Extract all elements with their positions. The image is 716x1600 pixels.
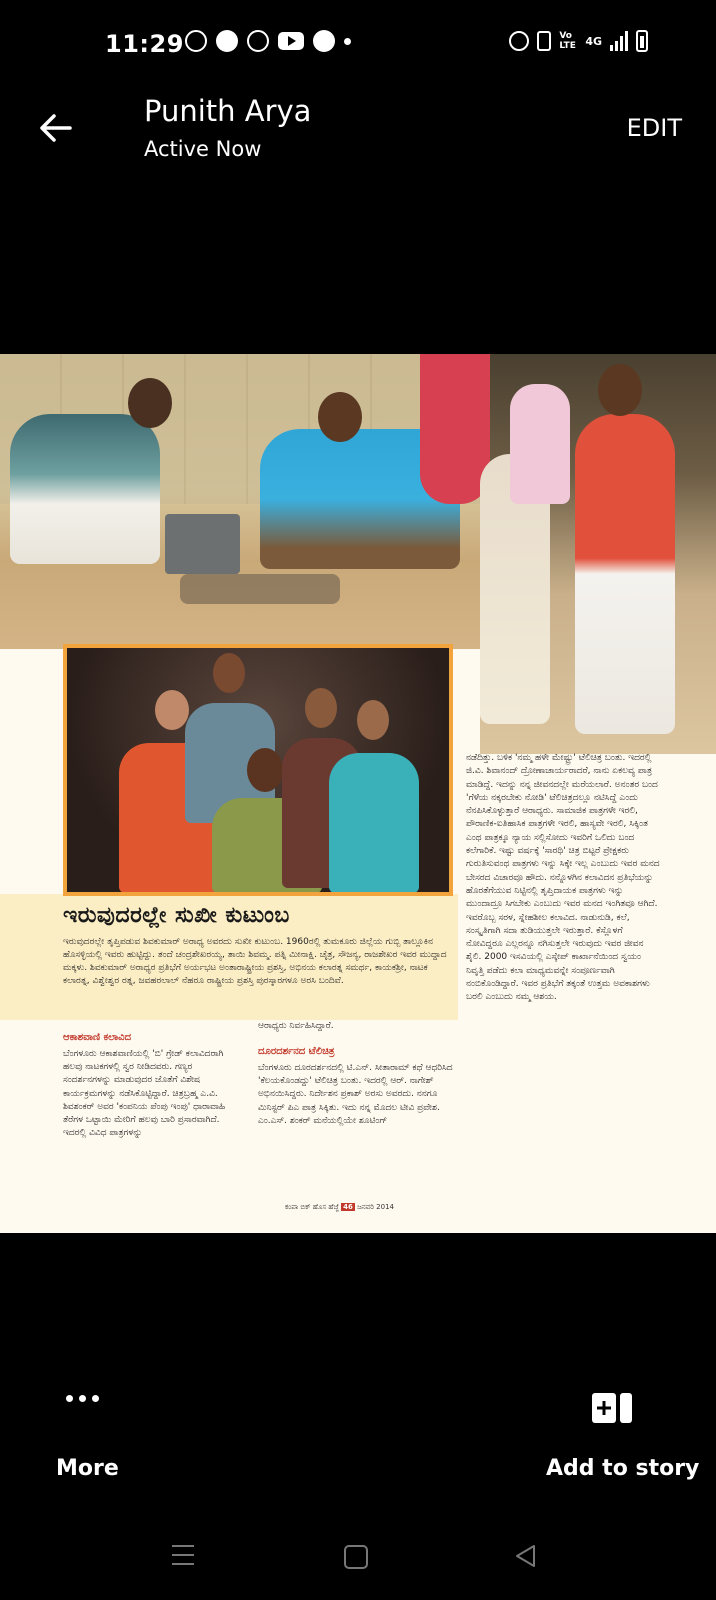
volte-label: Vo LTE: [559, 31, 576, 51]
more-icon[interactable]: [66, 1395, 99, 1402]
signal-icon: [610, 31, 628, 51]
family-photo: [63, 644, 453, 896]
phone-call-icon: [313, 30, 335, 52]
notification-icons: [185, 30, 351, 52]
whatsapp-icon: [185, 30, 207, 52]
recent-apps-icon[interactable]: [172, 1545, 194, 1565]
story-footer: [285, 1203, 394, 1212]
photo-figure: [10, 414, 160, 564]
contact-status: Active Now: [144, 137, 262, 161]
add-to-story-icon[interactable]: [591, 1392, 633, 1424]
section2-title: ದೂರದರ್ಶನದ ಟೆಲಿಚಿತ್ರ: [258, 1046, 335, 1057]
footer-mid: ಹೊಸ ಹೆಜ್ಜೆ: [312, 1203, 339, 1211]
vibrate-icon: [537, 31, 551, 51]
photo-figure-head: [305, 688, 337, 728]
right-photo: [480, 354, 716, 754]
photo-figure-head: [128, 378, 172, 428]
edit-button[interactable]: EDIT: [626, 114, 682, 142]
footer-left: ಕಂಪಾ ಬಿಕ್: [285, 1203, 311, 1211]
story-image: [0, 354, 716, 1233]
photo-figure: [575, 414, 675, 734]
more-notifications-dot-icon: [344, 38, 351, 45]
photo-figure-head: [357, 700, 389, 740]
story-headline: ಇರುವುದರಲ್ಲೇ ಸುಖೀ ಕುಟುಂಬ: [63, 903, 290, 928]
photo-figure-head: [247, 748, 283, 792]
footer-right: ಜನವರಿ 2014: [357, 1203, 394, 1211]
add-to-story-button[interactable]: Add to story: [546, 1456, 700, 1481]
section1-text: ಬೆಂಗಳೂರು ಆಕಾಶವಾಣಿಯಲ್ಲಿ 'ಬಿ' ಗ್ರೇಡ್ ಕಲಾವಿದರಾಗಿ ಹಲವು ನಾಟಕಗಳಲ್ಲಿ ಸ್ವರ ನೀಡಿದವರು. ಗಣ್ಯರ ಸಂದರ್ಶನಗಳನ್ನು ಮಾಡುವುದರ ಜೊತೆಗೆ ವಿಶೇಷ ಕಾರ್ಯಕ್ರಮಗಳನ್ನು ನಡೆಸಿಕೊಟ್ಟಿದ್ದಾರೆ. ಚಿತ್ರಬ್ರಹ್ಮ ಎ.ವಿ. ಶಿವಶಂಕರ್ ಅವರ 'ಕಂಪನಿಯ ಪೆಂಪು ಇಂಪು' ಧಾರಾವಾಹಿ ತೆರೆಗಳ ಒಟ್ಟಾಯಿ ಮೇರಿಗೆ ಹಲವು ಬಾರಿ ಪ್ರಸಾರವಾಗಿದೆ. ಇದರಲ್ಲಿ ವಿವಿಧ ಪಾತ್ರಗಳನ್ನು: [63, 1049, 226, 1139]
photo-box: [165, 514, 240, 574]
nav-back-icon[interactable]: [514, 1544, 536, 1568]
photo-figure-head: [318, 392, 362, 442]
section1-title: ಆಕಾಶವಾಣಿ ಕಲಾವಿದ: [63, 1032, 132, 1043]
contact-name: Punith Arya: [144, 94, 312, 128]
status-bar: [0, 0, 716, 90]
section1-end-text: ಆರಾಧ್ಯರು ನಿರ್ವಹಿಸಿದ್ದಾರೆ.: [258, 1021, 334, 1031]
story-right-column: ನಡೆದಿತ್ತು. ಬಳಿಕ 'ನಮ್ಮ ಹಳೇ ಮೇಷ್ಟ್ರು' ಟೆಲಿಚಿತ್ರ ಬಂತು. ಇದರಲ್ಲಿ ಜಿ.ವಿ. ಶಿವಾನಂದ್ ದ್ರೋಣಾಚಾರ್ಯರಾದರೆ, ನಾನು ಏಕಲವ್ಯ ಪಾತ್ರ ಮಾಡಿದ್ದೆ. ಇದನ್ನು ನನ್ನ ಜೀವನದಲ್ಲೇ ಮರೆಯಲಾರೆ. ಅನಂತರ ಬಂದ 'ಗೆಳೆಯ ನಕ್ಕರಬೇಕು ನೋಡಿ' ಟೆಲಿಚಿತ್ರದಲ್ಲೂ ನಟಿಸಿದ್ದೆ ಎಂದು ನೆನಪಿಸಿಕೊಳ್ಳುತ್ತಾರೆ ಆರಾಧ್ಯರು. ಸಾಮಾಜಿಕ ಪಾತ್ರಗಳೇ ಇರಲಿ, ಪೌರಾಣಿಕ-ಐತಿಹಾಸಿಕ ಪಾತ್ರಗಳೇ ಇರಲಿ, ಹಾಸ್ಯವೇ ಇರಲಿ, ಸಿಕ್ಕಿಂತ ಎಂಥ ಪಾತ್ರಕ್ಕೂ ನ್ಯಾಯ ಸಲ್ಲಿಸೋದು ಇವರಿಗೆ ಒಲಿದು ಬಂದ ಕಲೆಗಾರಿಕೆ. ಇಷ್ಟು ವರ್ಷಕ್ಕೆ 'ಸಾರಥಿ' ಚಿತ್ರ ಬಿಟ್ಟರೆ ಪ್ರೇಕ್ಷಕರು ಗುರುತಿಸುವಂಥ ಪಾತ್ರಗಳು ಇನ್ನು ಸಿಕ್ಕೇ ಇಲ್ಲ ಎಂಬುದು ಇವರ ಮನದ ಬೇಸರದ ವಿಚಾರವೂ ಹೌದು. ನನ್ನೊಳಗಿನ ಕಲಾವಿದನ ಪ್ರತಿಭೆಯನ್ನು ಹೊರತೆಗೆಯುವ ನಿಟ್ಟಿನಲ್ಲಿ ತೃಪ್ತಿದಾಯಕ ಪಾತ್ರಗಳು ಇನ್ನು ಮುಂದಾದ್ರೂ ಸಿಗಬೇಕು ಎಂಬುದು ಇವರ ಮನದ ಇಂಗಿತವೂ ಆಗಿದೆ. ಇವರೊಬ್ಬ ಸರಳ, ಸ್ನೇಹಶೀಲ ಕಲಾವಿದ. ನಾಡುನುಡಿ, ಕಲೆ, ಸಂಸ್ಕೃತಿಗಾಗಿ ಸದಾ ತುಡಿಯುತ್ತಲೇ ಇರುತ್ತಾರೆ. ಕೆಸ್ಲೊಳಗೆ ನೋವಿದ್ದರೂ ಎಲ್ಲರನ್ನೂ ನಗಿಸುತ್ತಲೇ ಇರುವುದು ಇವರ ಜೀವನ ಶೈಲಿ. 2000 ಇಸವಿಯಲ್ಲಿ ಎಸ್ಕೇಪ್ ಕಾರ್ಖಾನೆಯಿಂದ ಸ್ವಯಂ ನಿವೃತ್ತಿ ಪಡೆದು ಕಲಾ ಮಾಧ್ಯಮವನ್ನೇ ಸಂಪೂರ್ಣವಾಗಿ ನಂಬಿಕೊಂಡಿದ್ದಾರೆ. ಇವರ ಪ್ರತಿಭೆಗೆ ತಕ್ಕಂತೆ ಉತ್ತಮ ಅವಕಾಶಗಳು ಬರಲಿ ಎಂಬುದು ನಮ್ಮ ಆಶಯ.: [466, 753, 660, 1003]
system-icons: [509, 30, 648, 52]
back-arrow-icon[interactable]: [36, 108, 76, 148]
photo-figure: [329, 753, 419, 893]
photo-child: [510, 384, 570, 504]
home-icon[interactable]: [344, 1545, 368, 1569]
battery-icon: [636, 30, 648, 52]
status-time: 11:29: [105, 30, 184, 58]
network-type-label: 4G: [585, 34, 602, 48]
alarm-icon: [509, 31, 529, 51]
app-notification-icon: [247, 30, 269, 52]
photo-figure-head: [213, 653, 245, 693]
more-button[interactable]: More: [56, 1456, 119, 1481]
top-photo: [0, 354, 480, 649]
messenger-icon: [216, 30, 238, 52]
section2-text: ಬೆಂಗಳೂರು ದೂರದರ್ಶನದಲ್ಲಿ ಟಿ.ಎನ್. ಸೀತಾರಾಮ್ ಕಥೆ ಆಧರಿಸಿದ 'ಕೆಲಯಕೊಂಡದ್ದು' ಟೆಲಿಚಿತ್ರ ಬಂತು. ಇದರಲ್ಲಿ ಆರ್. ನಾಗೇಶ್ ಅಭಿನಯಿಸಿದ್ದರು. ನಿರ್ದೇಶನ ಪ್ರಕಾಶ್ ಅರಸು ಅವರದು. ನನಗೂ ಮಿನಿಸ್ಟರ್ ಪಿಎ ಪಾತ್ರ ಸಿಕ್ಕಿತು. ಇದು ನನ್ನ ಮೊದಲ ಟೀವಿ ಪ್ರವೇಶ. ಎಂ.ಎಸ್. ಶಂಕರ್ ಮನೆಯಲ್ಲಿಯೇ ಶೂಟಿಂಗ್: [258, 1063, 453, 1126]
youtube-icon: [278, 32, 304, 50]
photo-tools: [180, 574, 340, 604]
photo-figure-head: [598, 364, 642, 416]
photo-figure-head: [155, 690, 189, 730]
footer-page-number: 46: [343, 1203, 353, 1211]
story-lead-text: ಇರುವುದರಲ್ಲೇ ತೃಪ್ತಿಪಡುವ ಶಿವಕುಮಾರ್ ಅರಾಧ್ಯ ಅವರದು ಸುಖೀ ಕುಟುಂಬ. 1960ರಲ್ಲಿ ತುಮಕೂರು ಜಿಲ್ಲೆಯ ಗುಬ್ಬಿ ತಾಲ್ಲೂಕಿನ ಹೊಸಳ್ಳಿಯಲ್ಲಿ ಇವರು ಹುಟ್ಟಿದ್ದು. ತಂದೆ ಚಂದ್ರಶೇಖರಯ್ಯ, ತಾಯಿ ಶಿವಮ್ಮ. ಪತ್ನಿ ಮೀನಾಕ್ಷಿ. ಚೈತ್ರ, ಸೌಜನ್ಯ, ರಾಜಶೇಖರ ಇವರ ಮುದ್ದಾದ ಮಕ್ಕಳು. ಶಿವಕುಮಾರ್ ಅರಾಧ್ಯರ ಪ್ರತಿಭೆಗೆ ಅರ್ಯಭಟ ಅಂತಾರಾಷ್ಟ್ರೀಯ ಪ್ರಶಸ್ತಿ, ಅಭಿನಯ ಕಲಾರತ್ನ ಸಮರ್ಥ, ಕಾಯಕಶ್ರೀ, ನಾಟಕ ಕಲಾರತ್ನ, ವಿಶ್ವೇಶ್ವರ ರತ್ನ, ಜವಹರಲಾಲ್ ನೆಹರೂ ರಾಷ್ಟ್ರೀಯ ಪ್ರಶಸ್ತಿ ಪುರಸ್ಕಾರಗಳೂ ಅರಸಿ ಬಂದಿವೆ.: [63, 937, 447, 986]
